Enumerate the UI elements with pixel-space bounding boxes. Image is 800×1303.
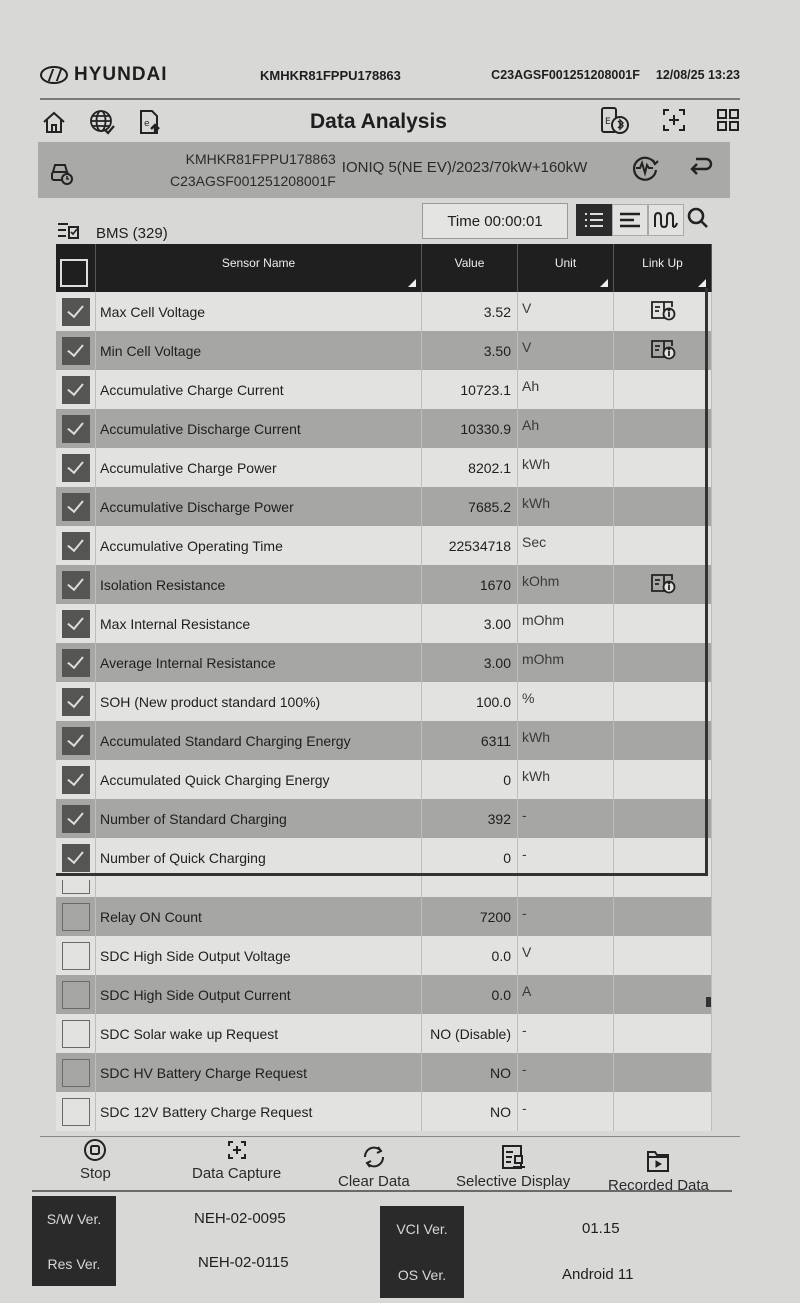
sensor-unit: V [518, 292, 614, 331]
hyundai-logo-icon [40, 66, 68, 84]
table-row[interactable] [56, 409, 712, 448]
sw-version-label: S/W Ver. [46, 1210, 102, 1227]
link-up-cell [614, 565, 712, 604]
row-checkbox-cell [56, 682, 96, 721]
link-up-cell [614, 604, 712, 643]
grid-menu-icon[interactable] [716, 108, 740, 137]
sensor-value: 3.00 [422, 643, 518, 682]
res-version-label: Res Ver. [47, 1255, 101, 1272]
export-document-icon[interactable] [136, 108, 164, 136]
sensor-value: NO (Disable) [422, 1014, 518, 1053]
brand-name: HYUNDAI [74, 64, 168, 85]
sensor-value: 3.00 [422, 604, 518, 643]
link-up-info-icon[interactable] [650, 572, 676, 597]
row-checkbox-cell [56, 370, 96, 409]
sensor-name: Accumulative Discharge Current [96, 409, 422, 448]
row-checkbox[interactable] [62, 337, 90, 365]
column-link-up[interactable]: Link Up [614, 244, 712, 292]
sensor-unit: mOhm [518, 643, 614, 682]
sensor-name: Average Internal Resistance [96, 643, 422, 682]
table-row[interactable] [56, 1053, 712, 1092]
row-checkbox[interactable] [62, 903, 90, 931]
link-up-cell [614, 760, 712, 799]
os-version-value: Android 11 [562, 1266, 634, 1283]
globe-check-icon[interactable] [88, 108, 116, 136]
scrollbar-thumb[interactable] [706, 997, 711, 1007]
row-checkbox-cell [56, 1014, 96, 1053]
row-checkbox-cell [56, 487, 96, 526]
recorded-data-icon [644, 1147, 672, 1175]
refresh-icon [359, 1143, 389, 1171]
sensor-name: Number of Standard Charging [96, 799, 422, 838]
clear-data-button[interactable]: Clear Data [338, 1143, 410, 1190]
row-checkbox[interactable] [62, 376, 90, 404]
table-row[interactable] [56, 838, 712, 877]
header-vin: KMHKR81FPPU178863 [260, 67, 401, 83]
sensor-value: NO [422, 1092, 518, 1131]
row-checkbox[interactable] [62, 1098, 90, 1126]
link-up-cell [614, 487, 712, 526]
sensor-name: Max Cell Voltage [96, 292, 422, 331]
table-row[interactable] [56, 682, 712, 721]
header-datetime: 12/08/25 13:23 [655, 68, 740, 82]
row-checkbox[interactable] [62, 649, 90, 677]
row-checkbox-cell [56, 565, 96, 604]
sensor-value: 10330.9 [422, 409, 518, 448]
sensor-unit: kOhm [518, 565, 614, 604]
version-footer [32, 1190, 732, 1290]
sensor-name: SDC 12V Battery Charge Request [96, 1092, 422, 1131]
row-checkbox-cell [56, 292, 96, 331]
checklist-icon[interactable] [56, 220, 80, 247]
data-capture-button[interactable]: Data Capture [192, 1137, 281, 1182]
sensor-value: 392 [422, 799, 518, 838]
selective-display-icon [499, 1143, 527, 1171]
link-up-cell [614, 936, 712, 975]
table-row[interactable] [56, 760, 712, 799]
view-mode-toggle [576, 204, 684, 236]
link-up-cell [614, 1014, 712, 1053]
system-label: BMS (329) [96, 224, 168, 242]
link-up-cell [614, 292, 712, 331]
sensor-table [56, 244, 712, 1131]
stop-button[interactable]: Stop [80, 1137, 111, 1182]
sensor-unit: kWh [518, 760, 614, 799]
link-up-cell [614, 682, 712, 721]
sensor-value: 1670 [422, 565, 518, 604]
sensor-value: NO [422, 1053, 518, 1092]
table-row[interactable] [56, 799, 712, 838]
link-up-cell [614, 331, 712, 370]
sw-version-value: NEH-02-0095 [194, 1210, 286, 1227]
sensor-value: 22534718 [422, 526, 518, 565]
sensor-name: Relay ON Count [96, 897, 422, 936]
row-checkbox[interactable] [62, 1020, 90, 1048]
sensor-unit: A [518, 975, 614, 1014]
sensor-value: 3.50 [422, 331, 518, 370]
table-row[interactable] [56, 487, 712, 526]
vci-bluetooth-icon[interactable] [598, 104, 632, 141]
os-version-label: OS Ver. [397, 1267, 447, 1283]
header-vci-code: C23AGSF001251208001F [491, 68, 640, 82]
column-value: Value [422, 244, 518, 292]
recorded-data-button[interactable]: Recorded Data [608, 1147, 709, 1194]
row-checkbox[interactable] [62, 688, 90, 716]
home-icon[interactable] [40, 108, 68, 136]
svg-text:e: e [144, 119, 150, 129]
link-up-cell [614, 643, 712, 682]
sort-icon [600, 279, 608, 287]
sensor-name: Accumulative Charge Power [96, 448, 422, 487]
table-row[interactable] [56, 975, 712, 1014]
sensor-value: 10723.1 [422, 370, 518, 409]
action-bar [40, 1136, 740, 1196]
row-checkbox-cell [56, 526, 96, 565]
sensor-unit: - [518, 1014, 614, 1053]
row-checkbox[interactable] [62, 571, 90, 599]
sensor-name: Isolation Resistance [96, 565, 422, 604]
link-up-info-icon[interactable] [650, 338, 676, 363]
sensor-value: 7200 [422, 897, 518, 936]
sensor-name: Accumulative Charge Current [96, 370, 422, 409]
sensor-name: Accumulative Discharge Power [96, 487, 422, 526]
row-checkbox[interactable] [62, 805, 90, 833]
link-up-cell [614, 448, 712, 487]
partial-row [56, 877, 712, 897]
sensor-unit: Ah [518, 370, 614, 409]
sensor-unit: kWh [518, 487, 614, 526]
table-header [56, 244, 712, 292]
text-view-button[interactable] [612, 204, 648, 236]
vci-version-label: VCI Ver. [396, 1221, 448, 1237]
vehicle-ids [170, 148, 336, 192]
link-up-cell [614, 838, 712, 877]
row-checkbox[interactable] [62, 298, 90, 326]
page-title: Data Analysis [310, 110, 447, 133]
sensor-unit: % [518, 682, 614, 721]
row-checkbox-cell [56, 760, 96, 799]
sensor-name: SOH (New product standard 100%) [96, 682, 422, 721]
toolbar [40, 100, 740, 144]
sensor-value: 3.52 [422, 292, 518, 331]
link-up-info-icon[interactable] [650, 299, 676, 324]
link-up-cell [614, 1053, 712, 1092]
row-checkbox-cell [56, 838, 96, 877]
select-all-checkbox[interactable] [56, 244, 96, 292]
sensor-name: SDC High Side Output Voltage [96, 936, 422, 975]
sensor-unit: - [518, 897, 614, 936]
row-checkbox[interactable] [62, 610, 90, 638]
link-up-cell [614, 799, 712, 838]
selected-rows [56, 292, 712, 877]
link-up-cell [614, 1092, 712, 1131]
row-checkbox[interactable] [62, 493, 90, 521]
row-checkbox[interactable] [62, 766, 90, 794]
left-labels [32, 1196, 116, 1286]
sensor-name: Number of Quick Charging [96, 838, 422, 877]
row-checkbox-cell [56, 604, 96, 643]
sensor-unit: - [518, 799, 614, 838]
capture-icon [224, 1137, 250, 1163]
sensor-name: Accumulated Quick Charging Energy [96, 760, 422, 799]
row-checkbox-cell [56, 448, 96, 487]
link-up-cell [614, 721, 712, 760]
row-checkbox-cell [56, 643, 96, 682]
sensor-value: 0.0 [422, 975, 518, 1014]
sensor-value: 100.0 [422, 682, 518, 721]
row-checkbox[interactable] [62, 454, 90, 482]
table-row[interactable] [56, 1092, 712, 1131]
res-version-value: NEH-02-0115 [198, 1254, 289, 1271]
link-up-cell [614, 526, 712, 565]
brand-logo [40, 64, 260, 86]
row-checkbox[interactable] [62, 415, 90, 443]
table-row[interactable] [56, 1014, 712, 1053]
sensor-unit: kWh [518, 448, 614, 487]
column-sensor-name[interactable]: Sensor Name [96, 244, 422, 292]
svg-text:E: E [605, 116, 611, 127]
elapsed-time: Time 00:00:01 [422, 203, 568, 239]
sensor-unit: V [518, 331, 614, 370]
table-row[interactable] [56, 565, 712, 604]
row-checkbox-cell [56, 799, 96, 838]
row-checkbox-cell [56, 721, 96, 760]
list-view-button[interactable] [576, 204, 612, 236]
sensor-value: 8202.1 [422, 448, 518, 487]
table-row[interactable] [56, 897, 712, 936]
row-checkbox-cell [56, 331, 96, 370]
section-bar [56, 200, 716, 244]
right-labels [380, 1206, 464, 1298]
sensor-value: 7685.2 [422, 487, 518, 526]
link-up-cell [614, 409, 712, 448]
sensor-name: SDC HV Battery Charge Request [96, 1053, 422, 1092]
link-up-cell [614, 975, 712, 1014]
table-row[interactable] [56, 292, 712, 331]
screen-capture-icon[interactable] [660, 106, 688, 139]
row-checkbox[interactable] [62, 727, 90, 755]
search-icon[interactable] [686, 206, 710, 235]
sensor-value: 0 [422, 838, 518, 877]
table-row[interactable] [56, 370, 712, 409]
vci-version-value: 01.15 [582, 1220, 620, 1237]
row-checkbox[interactable] [62, 981, 90, 1009]
row-checkbox-cell [56, 1092, 96, 1131]
table-row[interactable] [56, 721, 712, 760]
selective-display-button[interactable]: Selective Display [456, 1143, 570, 1190]
table-row[interactable] [56, 331, 712, 370]
table-row[interactable] [56, 643, 712, 682]
row-checkbox-cell [56, 975, 96, 1014]
sensor-name: SDC High Side Output Current [96, 975, 422, 1014]
top-header [40, 52, 740, 100]
unselected-rows [56, 897, 712, 1131]
vehicle-vin: KMHKR81FPPU178863 [185, 151, 336, 167]
table-row[interactable] [56, 448, 712, 487]
table-row[interactable] [56, 604, 712, 643]
live-signal-icon[interactable] [630, 153, 660, 188]
sort-icon [408, 279, 416, 287]
graph-view-button[interactable] [648, 204, 684, 236]
row-checkbox-cell [56, 897, 96, 936]
vehicle-model: IONIQ 5(NE EV)/2023/70kW+160kW [341, 158, 588, 176]
sensor-unit: V [518, 936, 614, 975]
row-checkbox[interactable] [62, 532, 90, 560]
sensor-unit: - [518, 838, 614, 877]
sensor-unit: - [518, 1092, 614, 1131]
sensor-name: Min Cell Voltage [96, 331, 422, 370]
sensor-name: Accumulated Standard Charging Energy [96, 721, 422, 760]
vehicle-info-bar [38, 142, 730, 198]
sensor-name: Accumulative Operating Time [96, 526, 422, 565]
back-return-icon[interactable] [686, 154, 714, 187]
row-checkbox[interactable] [62, 844, 90, 872]
row-checkbox-cell [56, 936, 96, 975]
row-checkbox-cell [56, 409, 96, 448]
column-unit[interactable]: Unit [518, 244, 614, 292]
table-row[interactable] [56, 936, 712, 975]
stop-icon [82, 1137, 108, 1163]
vehicle-vci-code: C23AGSF001251208001F [170, 173, 336, 189]
sensor-name: SDC Solar wake up Request [96, 1014, 422, 1053]
sensor-unit: Sec [518, 526, 614, 565]
link-up-cell [614, 897, 712, 936]
link-up-cell [614, 370, 712, 409]
table-row[interactable] [56, 526, 712, 565]
sensor-unit: - [518, 1053, 614, 1092]
sensor-unit: mOhm [518, 604, 614, 643]
row-checkbox-cell [56, 1053, 96, 1092]
sort-icon [698, 279, 706, 287]
sensor-unit: kWh [518, 721, 614, 760]
row-checkbox[interactable] [62, 942, 90, 970]
sensor-name: Max Internal Resistance [96, 604, 422, 643]
sensor-value: 0 [422, 760, 518, 799]
sensor-unit: Ah [518, 409, 614, 448]
sensor-value: 6311 [422, 721, 518, 760]
row-checkbox[interactable] [62, 1059, 90, 1087]
sensor-value: 0.0 [422, 936, 518, 975]
vehicle-diagnosis-icon [50, 160, 74, 191]
